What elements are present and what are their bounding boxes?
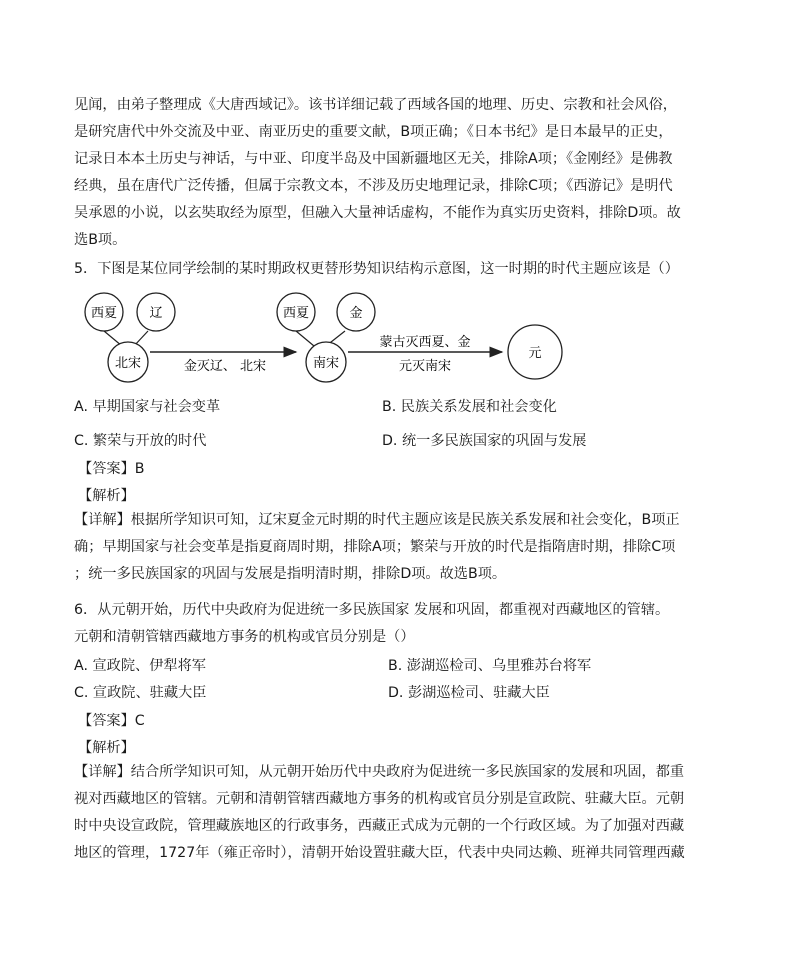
text-line: 确；早期国家与社会变革是指夏商周时期，排除A项；繁荣与开放的时代是指隋唐时期，排除C项 bbox=[74, 539, 676, 555]
text-line: 时中央设宣政院，管理藏族地区的行政事务，西藏正式成为元朝的一个行政区域。为了加强对西藏 bbox=[74, 818, 685, 834]
text-line: 【详解】根据所学知识可知，辽宋夏金元时期的时代主题应该是民族关系发展和社会变化，B项正 bbox=[74, 512, 680, 528]
q5-option-a: A. 早期国家与社会变革 bbox=[74, 399, 221, 415]
regime-change-diagram bbox=[70, 290, 590, 390]
node-nansong bbox=[306, 342, 346, 382]
q6-answer: 【答案】C bbox=[78, 713, 145, 729]
node-xixia-1 bbox=[85, 293, 123, 331]
q5-answer: 【答案】B bbox=[78, 461, 145, 477]
q6-option-a: A. 宣政院、伊犁将军 bbox=[74, 658, 206, 674]
svg-text:金: 金 bbox=[349, 306, 363, 321]
text-line: 元朝和清朝管辖西藏地方事务的机构或官员分别是（） bbox=[74, 629, 415, 645]
node-xixia-2 bbox=[277, 293, 315, 331]
q5-detail bbox=[74, 507, 684, 588]
text-line: 见闻，由弟子整理成《大唐西域记》。该书详细记载了西域各国的地理、历史、宗教和社会风俗， bbox=[74, 97, 677, 113]
q5-option-d: D. 统一多民族国家的巩固与发展 bbox=[382, 433, 587, 449]
q6-option-d: D. 彭湖巡检司、驻藏大臣 bbox=[388, 685, 550, 701]
svg-text:辽: 辽 bbox=[149, 306, 163, 321]
arrow-2-label-bottom: 元灭南宋 bbox=[398, 359, 452, 374]
node-jin bbox=[337, 293, 375, 331]
text-line: 6．从元朝开始，历代中央政府为促进统一多民族国家 发展和巩固，都重视对西藏地区的管辖。 bbox=[74, 602, 670, 618]
question-6-stem bbox=[74, 597, 684, 651]
text-line: ；统一多民族国家的巩固与发展是指明清时期，排除D项。故选B项。 bbox=[74, 566, 507, 582]
q6-analysis-label: 【解析】 bbox=[78, 740, 135, 756]
q6-option-b: B. 澎湖巡检司、乌里雅苏台将军 bbox=[388, 658, 592, 674]
q5-option-b: B. 民族关系发展和社会变化 bbox=[382, 399, 557, 415]
svg-text:西夏: 西夏 bbox=[282, 306, 310, 321]
text-line: 吴承恩的小说，以玄奘取经为原型，但融入大量神话虚构，不能作为真实历史资料，排除D项。故 bbox=[74, 205, 681, 221]
node-yuan bbox=[508, 325, 562, 379]
question-5-stem: 5．下图是某位同学绘制的某时期政权更替形势知识结构示意图，这一时期的时代主题应该是（） bbox=[74, 261, 679, 277]
q5-analysis-label: 【解析】 bbox=[78, 488, 135, 504]
text-line: 【详解】结合所学知识可知，从元朝开始历代中央政府为促进统一多民族国家的发展和巩固，都重 bbox=[74, 764, 685, 780]
node-liao bbox=[137, 293, 175, 331]
q6-option-c: C. 宣政院、驻藏大臣 bbox=[74, 685, 207, 701]
text-line: 经典，虽在唐代广泛传播，但属于宗教文本，不涉及历史地理记录，排除C项；《西游记》是明代 bbox=[74, 178, 673, 194]
svg-text:西夏: 西夏 bbox=[90, 306, 118, 321]
arrow-1-label: 金灭辽、 北宋 bbox=[183, 359, 267, 374]
text-line: 视对西藏地区的管辖。元朝和清朝管辖西藏地方事务的机构或官员分别是宣政院、驻藏大臣。元朝 bbox=[74, 791, 685, 807]
previous-explanation bbox=[74, 92, 684, 254]
text-line: 选B项。 bbox=[74, 232, 127, 248]
text-line: 记录日本本土历史与神话，与中亚、印度半岛及中国新疆地区无关，排除A项；《金刚经》是佛教 bbox=[74, 151, 673, 167]
svg-text:北宋: 北宋 bbox=[114, 356, 142, 371]
node-beisong bbox=[108, 342, 148, 382]
q6-detail bbox=[74, 759, 684, 867]
svg-text:元: 元 bbox=[528, 346, 542, 361]
svg-text:南宋: 南宋 bbox=[312, 356, 340, 371]
text-line: 地区的管理，1727年（雍正帝时），清朝开始设置驻藏大臣，代表中央同达赖、班禅共同管理西藏 bbox=[74, 845, 685, 861]
arrow-2-label-top: 蒙古灭西夏、金 bbox=[379, 335, 471, 350]
q5-option-c: C. 繁荣与开放的时代 bbox=[74, 433, 207, 449]
text-line: 是研究唐代中外交流及中亚、南亚历史的重要文献，B项正确；《日本书纪》是日本最早的正史， bbox=[74, 124, 673, 140]
